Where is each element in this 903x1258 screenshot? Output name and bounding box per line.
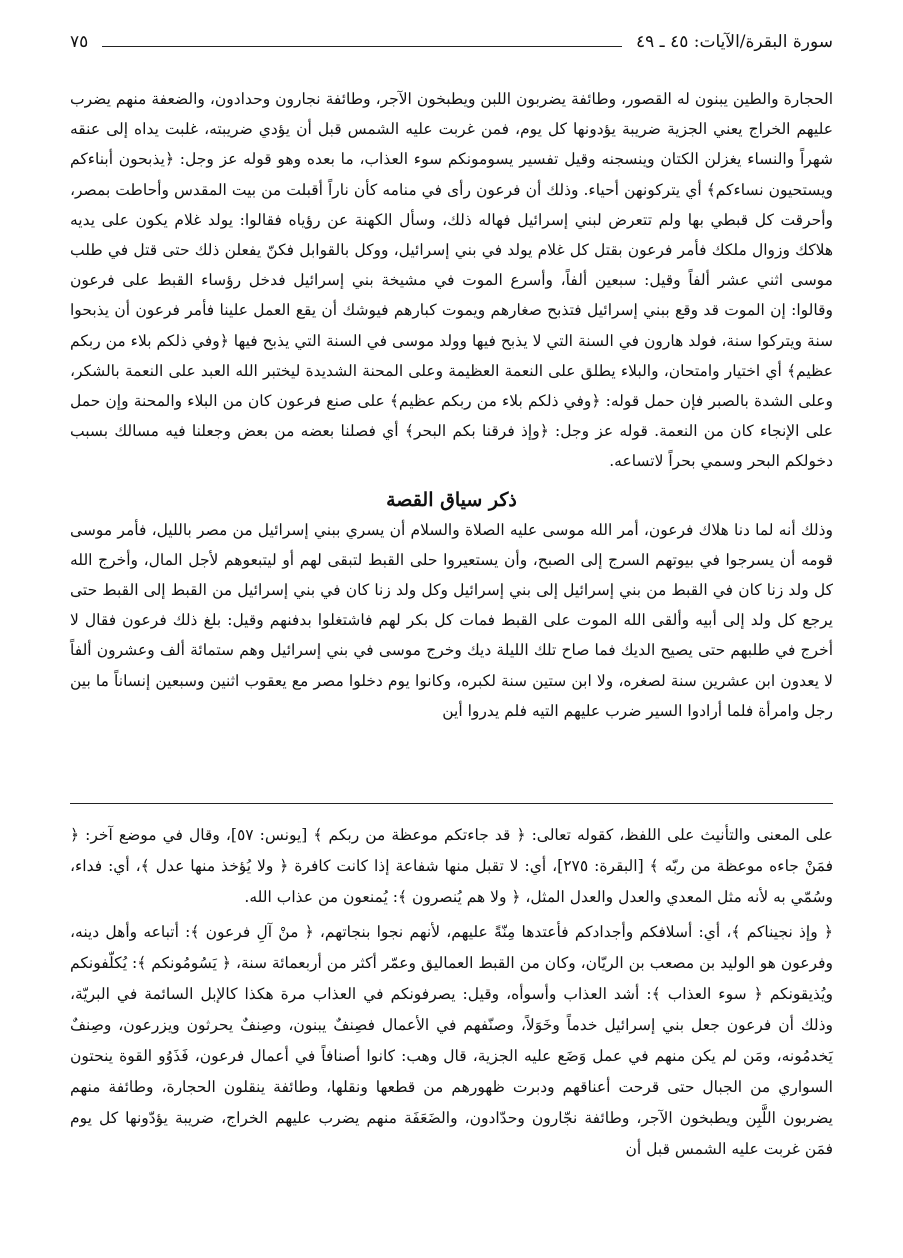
main-paragraph: وذلك أنه لما دنا هلاك فرعون، أمر الله موسى عليه الصلاة والسلام أن يسري ببني إسرائيل من مصر بالليل، فأمر موسى قومه أن يسرجوا في بيوتهم السرج إلى الصبح، وأن يستعيروا حلى القبط لتبقى لهم أو ليتبعوهم لأجل المال، وأخرج الله كل ولد زنا كان في القبط من بني إسرائيل إلى بني إسرائيل وكل ولد زنا كان في بني إسرائيل من القبط إلى القبط حتى يرجع كل ولد إلى أبيه وألقى الله الموت على القبط فمات كل بكر لهم فاشتغلوا بدفنهم وقيل: بلغ ذلك فرعون فقال لا أخرج في طلبهم حتى يصيح الديك فما صاح تلك الليلة ديك وخرج موسى في بني إسرائيل وهم ستمائة ألف وعشرون ألفاً لا يعدون ابن عشرين سنة لصغره، ولا ابن ستين سنة لكبره، وكانوا يوم دخلوا مصر مع يعقوب اثنين وسبعين إنساناً ما بين رجل وامرأة فلما أرادوا السير ضرب عليهم التيه فلم يدروا أين: [70, 520, 833, 720]
footnote-paragraph: ﴿ وإذ نجيناكم ﴾، أي: أسلافكم وأجدادكم فأعتدها مِنّةً عليهم، لأنهم نجوا بنجاتهم، ﴿ منْ آلِ فرعون ﴾: أتباعه وأهل دينه، وفرعون هو الوليد بن مصعب بن الريّان، وكان من القبط العماليق وعمّر أكثر من أربعمائة سنة، ﴿ يَسُومُونكم ﴾: يُكلّفونكم ويُذيقونكم ﴿ سوء العذاب ﴾: أشد العذاب وأسوأه، وقيل: يصرفونكم في العذاب مرة هكذا كالإبل السائمة في البريّة، وذلك أن فرعون جعل بني إسرائيل خدماً وخَوَلاً، وصنّفهم في الأعمال فصِنفٌ يبنون، وصِنفٌ يحرثون ويزرعون، وصِنفٌ يَخدمُونه، ومَن لم يكن منهم في عمل وَضَع عليه الجزية، قال وهب: كانوا أصنافاً في أعمال فرعون، فَذَوُو القوة ينحتون السواري من الجبال حتى قرحت أعناقهم ودبرت ظهورهم من قطعها ونقلها، وطائفة ينقلون الحجارة، وطائفة منهم يضربون اللَّبِن ويطبخون الآجر، وطائفة نجّارون وحدّادون، والضَعَفَة منهم يضرب عليهم الخراج، ضريبة يؤدّونها كل يوم فمَن غربت عليه الشمس قبل أن: [70, 923, 833, 1158]
footnotes: [70, 820, 833, 1169]
footnote-paragraph: على المعنى والتأنيث على اللفظ، كقوله تعالى: ﴿ قد جاءتكم موعظة من ربكم ﴾ [يونس: ٥٧]، وقال في موضع آخر: ﴿ فمَنْ جاءه موعظة من ربّه ﴾ [البقرة: ٢٧٥]، أي: لا تقبل منها شفاعة إذا كانت كافرة ﴿ ولا يُؤخذ منها عدل ﴾، أي: فداء، وسُمّي به لأنه مثل المعدي والعدل والعدل المثل، ﴿ ولا هم يُنصرون ﴾: يُمنعون من عذاب الله.: [70, 826, 833, 906]
page-number: ٧٥: [70, 32, 89, 52]
running-title: سورة البقرة/الآيات: ٤٥ ـ ٤٩: [636, 32, 833, 52]
main-paragraph: الحجارة والطين يبنون له القصور، وطائفة يضربون اللبن ويطبخون الآجر، وطائفة نجارون وحدادون، والضعفة منهم يضرب عليهم الخراج يعني الجزية ضريبة يؤدونها كل يوم، فمن غربت عليه الشمس قبل أن يؤدي ضريبته، غلبت يداه إلى عنقه شهراً والنساء يغزلن الكتان وينسجنه وقيل تفسير يسومونكم سوء العذاب، ما بعده وهو قوله عز وجل: ﴿يذبحون أبناءكم ويستحيون نساءكم﴾ أي يتركونهن أحياء. وذلك أن فرعون رأى في منامه كأن ناراً أقبلت من بيت المقدس وأحاطت بمصر، وأحرقت كل قبطي بها ولم تتعرض لبني إسرائيل فهاله ذلك، وسأل الكهنة عن رؤياه فقالوا: يولد غلام يكون على يديه هلاكك وزوال ملكك فأمر فرعون بقتل كل غلام يولد في بني إسرائيل، ووكل بالقوابل فكنّ يفعلن ذلك حتى قتل في طلب موسى اثني عشر ألفاً وقيل: سبعين ألفاً، وأسرع الموت في مشيخة بني إسرائيل فدخل رؤساء القبط على فرعون وقالوا: إن الموت قد وقع ببني إسرائيل فتذبح صغارهم ويموت كبارهم فيوشك أن يقع العمل علينا فأمر فرعون أن يذبحوا سنة ويتركوا سنة، فولد هارون في السنة التي لا يذبح فيها وولد موسى في السنة التي يذبح فيها ﴿وفي ذلكم بلاء من ربكم عظيم﴾ أي اختيار وامتحان، والبلاء يطلق على النعمة العظيمة وعلى المحنة الشديدة ليختبر الله العبد على النعمة بالشكر، وعلى الشدة بالصبر فإن حمل قوله: ﴿وفي ذلكم بلاء من ربكم عظيم﴾ على صنع فرعون كان من البلاء والمحنة وإن حمل على الإنجاء كان من النعمة. قوله عز وجل: ﴿وإذ فرقنا بكم البحر﴾ أي فصلنا بعضه من بعض وجعلنا فيه مسالك بسبب دخولكم البحر وسمي بحراً لاتساعه.: [70, 90, 833, 471]
section-heading: ذكر سياق القصة: [386, 488, 517, 511]
footnote-separator: [70, 803, 833, 804]
header-rule: [102, 46, 622, 47]
main-text: [70, 84, 833, 726]
page-header: [70, 28, 833, 56]
